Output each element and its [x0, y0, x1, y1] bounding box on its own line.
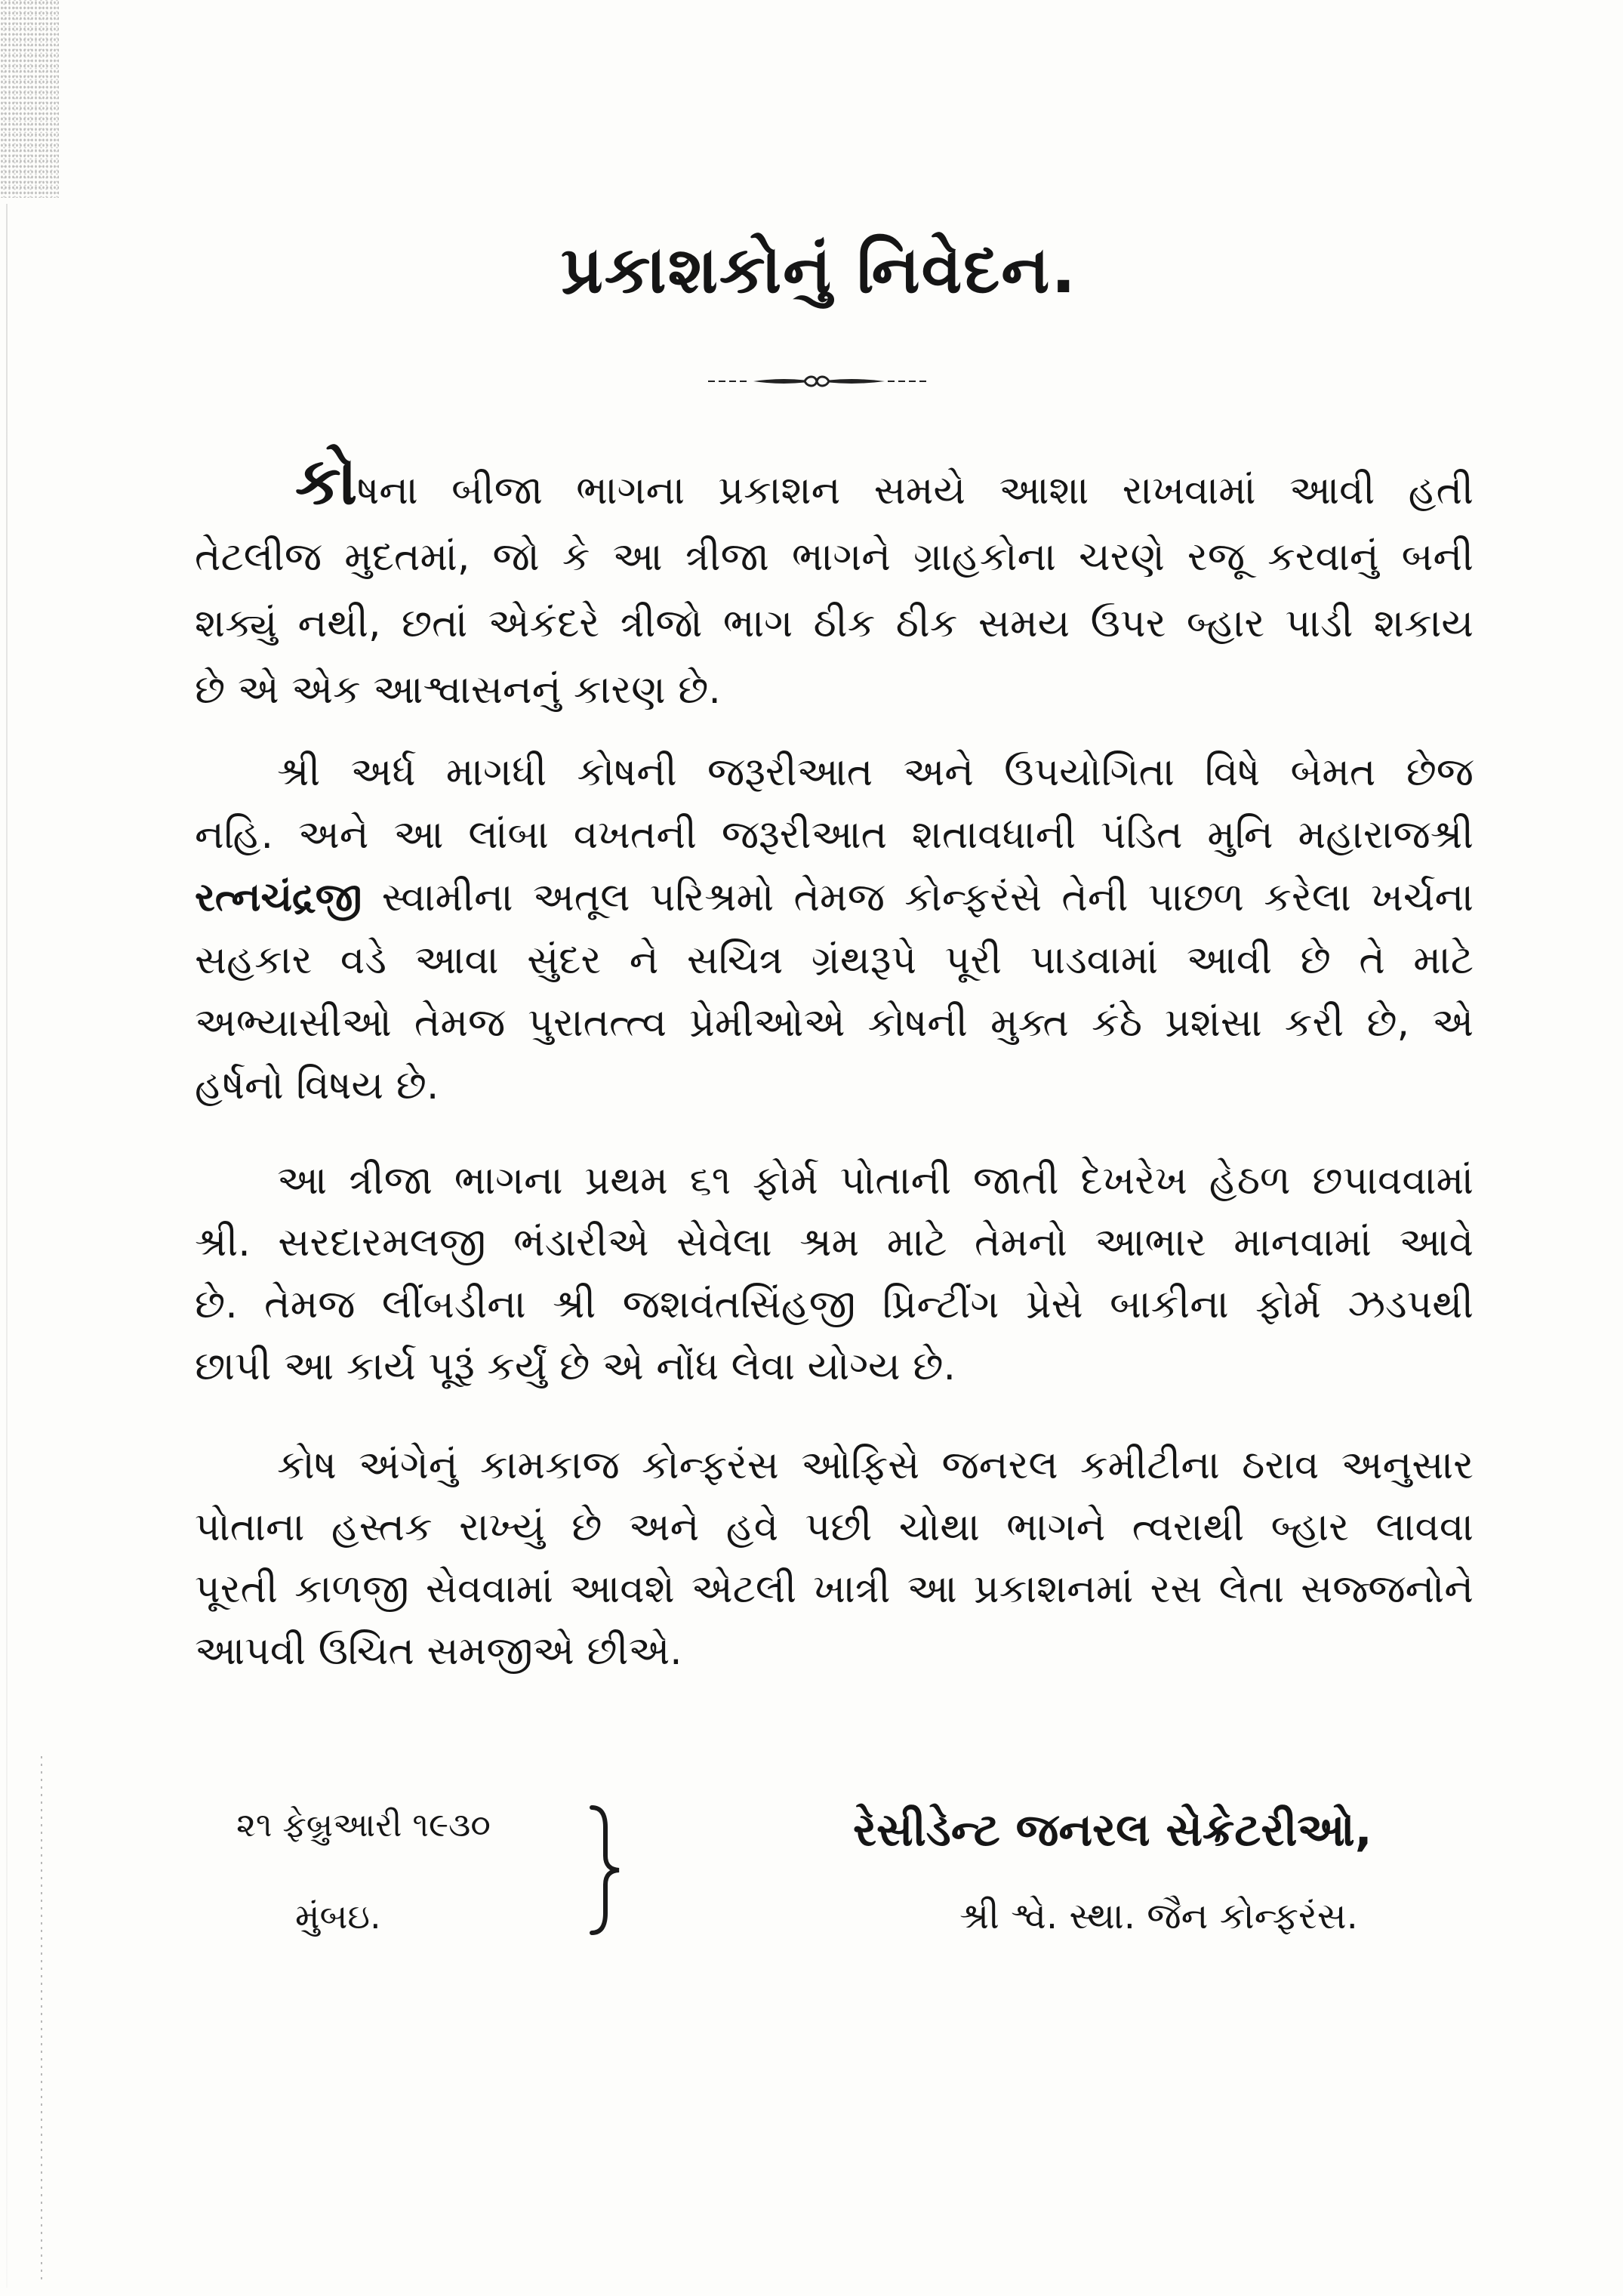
- paragraph-line: છે. તેમજ લીંબડીના શ્રી જશવંતસિંહજી પ્રિન્ટીંગ પ્રેસે બાકીના ફોર્મ ઝડપથી: [195, 1282, 1474, 1327]
- signature-place: મુંબઇ.: [295, 1896, 381, 1937]
- scan-edge-line: [6, 204, 8, 2288]
- signatory-title: રેસીડેન્ટ જનરલ સેક્રેટરીઓ,: [853, 1804, 1372, 1857]
- paragraph-line: નહિ. અને આ લાંબા વખતની જરૂરીઆત શતાવધાની પંડિત મુનિ મહારાજશ્રી: [195, 812, 1474, 858]
- paragraph-line: તેટલીજ મુદતમાં, જો કે આ ત્રીજા ભાગને ગ્રાહકોના ચરણે રજૂ કરવાનું બની: [195, 535, 1474, 580]
- paragraph-line: આ ત્રીજા ભાગના પ્રથમ ૬૧ ફોર્મ પોતાની જાતી દેખરેખ હેઠળ છપાવવામાં: [277, 1158, 1474, 1203]
- paragraph-line: હર્ષનો વિષય છે.: [195, 1063, 439, 1108]
- paragraph-line: પોતાના હસ્તક રાખ્યું છે અને હવે પછી ચોથા ભાગને ત્વરાથી બ્હાર લાવવા: [195, 1505, 1474, 1550]
- scan-dotted-line: [41, 1756, 42, 2280]
- curly-brace-icon: [583, 1803, 628, 1937]
- signature-date: ૨૧ ફેબ્રુઆરી ૧૯૩૦: [236, 1806, 491, 1845]
- paragraph-line: [195, 867, 1474, 929]
- paragraph-1: [195, 444, 1474, 723]
- paragraph-line: શ્રી અર્ધ માગધી કોષની જરૂરીઆત અને ઉપયોગિતા વિષે બેમત છેજ: [277, 750, 1474, 795]
- paragraph-3: [195, 1150, 1474, 1398]
- paragraph-4: [195, 1435, 1474, 1682]
- scan-edge-noise: [0, 0, 59, 198]
- paragraph-2: [195, 741, 1474, 1117]
- emphasized-name: રત્નચંદ્રજી: [195, 875, 362, 920]
- paragraph-line: છે એ એક આશ્વાસનનું કારણ છે.: [195, 667, 721, 713]
- drop-cap: કો: [295, 444, 358, 519]
- line-text: સ્વામીના અતૂલ પરિશ્રમો તેમજ કોન્ફરંસે તેની પાછળ કરેલા ખર્ચના: [381, 875, 1474, 920]
- paragraph-line: શ્રી. સરદારમલજી ભંડારીએ સેવેલા શ્રમ માટે તેમનો આભાર માનવામાં આવે: [195, 1220, 1474, 1265]
- paragraph-line: સહકાર વડે આવા સુંદર ને સચિત્ર ગ્રંથરૂપે પૂરી પાડવામાં આવી છે તે માટે: [195, 938, 1474, 983]
- page-title: પ્રકાશકોનું નિવેદન.: [560, 233, 1078, 308]
- paragraph-line: શક્યું નથી, છતાં એકંદરે ત્રીજો ભાગ ઠીક ઠીક સમય ઉપર બ્હાર પાડી શકાય: [195, 601, 1474, 646]
- signatory-organization: શ્રી શ્વે. સ્થા. જૈન કોન્ફરંસ.: [959, 1895, 1358, 1937]
- paragraph-line: પૂરતી કાળજી સેવવામાં આવશે એટલી ખાત્રી આ પ્રકાશનમાં રસ લેતા સજ્જનોને: [195, 1567, 1474, 1612]
- paragraph-line: આપવી ઉચિત સમજીએ છીએ.: [195, 1629, 682, 1674]
- divider-ornament-icon: [708, 370, 930, 393]
- paragraph-line: [195, 444, 1474, 524]
- paragraph-line: કોષ અંગેનું કામકાજ કોન્ફરંસ ઓફિસે જનરલ કમીટીના ઠરાવ અનુસાર: [277, 1443, 1474, 1488]
- line-text: ષના બીજા ભાગના પ્રકાશન સમયે આશા રાખવામાં આવી હતી: [357, 468, 1474, 513]
- paragraph-line: અભ્યાસીઓ તેમજ પુરાતત્ત્વ પ્રેમીઓએ કોષની મુક્ત કંઠે પ્રશંસા કરી છે, એ: [195, 1000, 1474, 1046]
- paragraph-line: છાપી આ કાર્ય પૂરૂં કર્યું છે એ નોંધ લેવા યોગ્ય છે.: [195, 1344, 956, 1389]
